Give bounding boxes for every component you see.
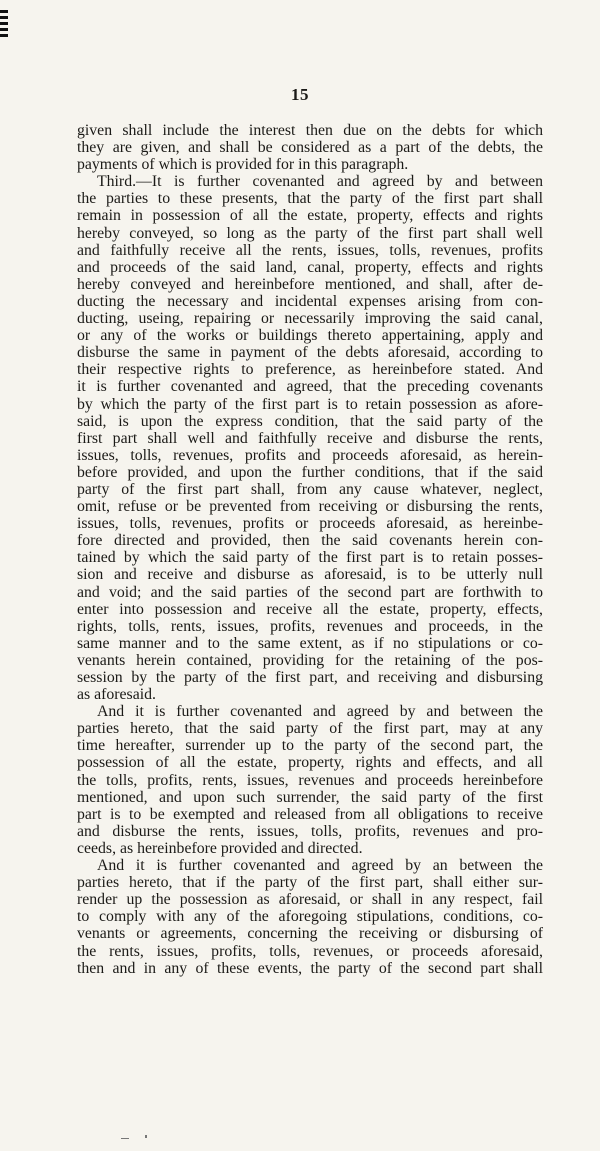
text-line: venants or agreements, concerning the receiving or disbursing of (77, 925, 543, 943)
page-number: 15 (291, 85, 309, 104)
text-line: parties hereto, that if the party of the first part, shall either sur- (77, 874, 543, 892)
paragraph (77, 703, 543, 857)
text-line: sion and receive and disburse as aforesaid, is to be utterly null (77, 566, 543, 584)
body-text (77, 122, 543, 977)
text-line: ceeds, as hereinbefore provided and directed. (77, 839, 363, 857)
text-line: time hereafter, surrender up to the party of the second part, the (77, 737, 543, 755)
text-line: hereby conveyed, so long as the party of the first part shall well (77, 224, 543, 242)
text-line: then and in any of these events, the party of the second part shall (77, 959, 543, 977)
text-line: party of the first part shall, from any cause whatever, neglect, (77, 480, 543, 498)
text-line: And it is further covenanted and agreed by and between the (97, 703, 543, 721)
text-line: by which the party of the first part is to retain possession as afore- (77, 395, 543, 413)
text-line: the tolls, profits, rents, issues, revenues and proceeds hereinbefore (77, 771, 543, 789)
text-line: payments of which is provided for in this paragraph. (77, 156, 409, 174)
text-line: or any of the works or buildings thereto appertaining, apply and (77, 327, 543, 345)
text-line: as aforesaid. (77, 686, 156, 704)
text-line: And it is further covenanted and agreed by an between the (97, 857, 543, 875)
scan-artifact (145, 1135, 147, 1138)
text-line: ducting the necessary and incidental expenses arising from con- (77, 292, 543, 310)
text-line: omit, refuse or be prevented from receiving or disbursing the rents, (77, 498, 543, 516)
text-line: venants herein contained, providing for the retaining of the pos- (77, 651, 543, 669)
text-line: said, is upon the express condition, that the said party of the (77, 412, 543, 430)
text-line: and void; and the said parties of the second part are forthwith to (77, 583, 543, 601)
text-line: parties hereto, that the said party of the first part, may at any (77, 720, 543, 738)
text-line: the rents, issues, profits, tolls, revenues, or proceeds aforesaid, (77, 942, 543, 960)
text-line: render up the possession as aforesaid, or shall in any respect, fail (77, 891, 543, 909)
text-line: the parties to these presents, that the party of the first part shall (77, 190, 543, 208)
text-line: disburse the same in payment of the debts aforesaid, according to (77, 344, 543, 362)
text-line: issues, tolls, revenues, profits and proceeds aforesaid, as herein- (77, 446, 543, 464)
text-line: tained by which the said party of the first part is to retain posses- (77, 549, 543, 567)
paragraph (77, 122, 543, 173)
text-line: part is to be exempted and released from all obligations to receive (77, 805, 543, 823)
text-line: and disburse the rents, issues, tolls, profits, revenues and pro- (77, 822, 543, 840)
text-line: Third.—It is further covenanted and agreed by and between (97, 173, 543, 191)
text-line: possession of all the estate, property, rights and effects, and all (77, 754, 543, 772)
text-line: to comply with any of the aforegoing stipulations, conditions, co- (77, 908, 543, 926)
text-line: they are given, and shall be considered as a part of the debts, the (77, 139, 543, 157)
scan-artifact (121, 1138, 129, 1139)
text-line: issues, tolls, revenues, profits or proceeds aforesaid, as hereinbe- (77, 515, 543, 533)
paragraph (77, 857, 543, 977)
text-line: ducting, useing, repairing or necessarily improving the said canal, (77, 310, 543, 328)
text-line: given shall include the interest then due on the debts for which (77, 122, 543, 139)
text-line: hereby conveyed and hereinbefore mentioned, and shall, after de- (77, 275, 543, 293)
text-line: same manner and to the same extent, as if no stipulations or co- (77, 634, 543, 652)
text-line: before provided, and upon the further conditions, that if the said (77, 463, 543, 481)
text-line: and proceeds of the said land, canal, property, effects and rights (77, 258, 543, 276)
text-line: their respective rights to preference, as hereinbefore stated. And (77, 361, 543, 379)
text-line: fore directed and provided, then the said covenants herein con- (77, 532, 543, 550)
text-line: session by the party of the first part, and receiving and disbursing (77, 669, 543, 686)
text-line: it is further covenanted and agreed, that the preceding covenants (77, 378, 543, 396)
text-line: and faithfully receive all the rents, issues, tolls, revenues, profits (77, 241, 543, 259)
paragraph (77, 173, 543, 703)
text-line: enter into possession and receive all the estate, property, effects, (77, 600, 543, 618)
text-line: remain in possession of all the estate, property, effects and rights (77, 207, 543, 225)
text-line: mentioned, and upon such surrender, the said party of the first (77, 788, 543, 806)
text-line: first part shall well and faithfully receive and disburse the rents, (77, 429, 543, 447)
text-line: rights, tolls, rents, issues, profits, revenues and proceeds, in the (77, 617, 543, 635)
binding-edge-mark (0, 10, 8, 40)
